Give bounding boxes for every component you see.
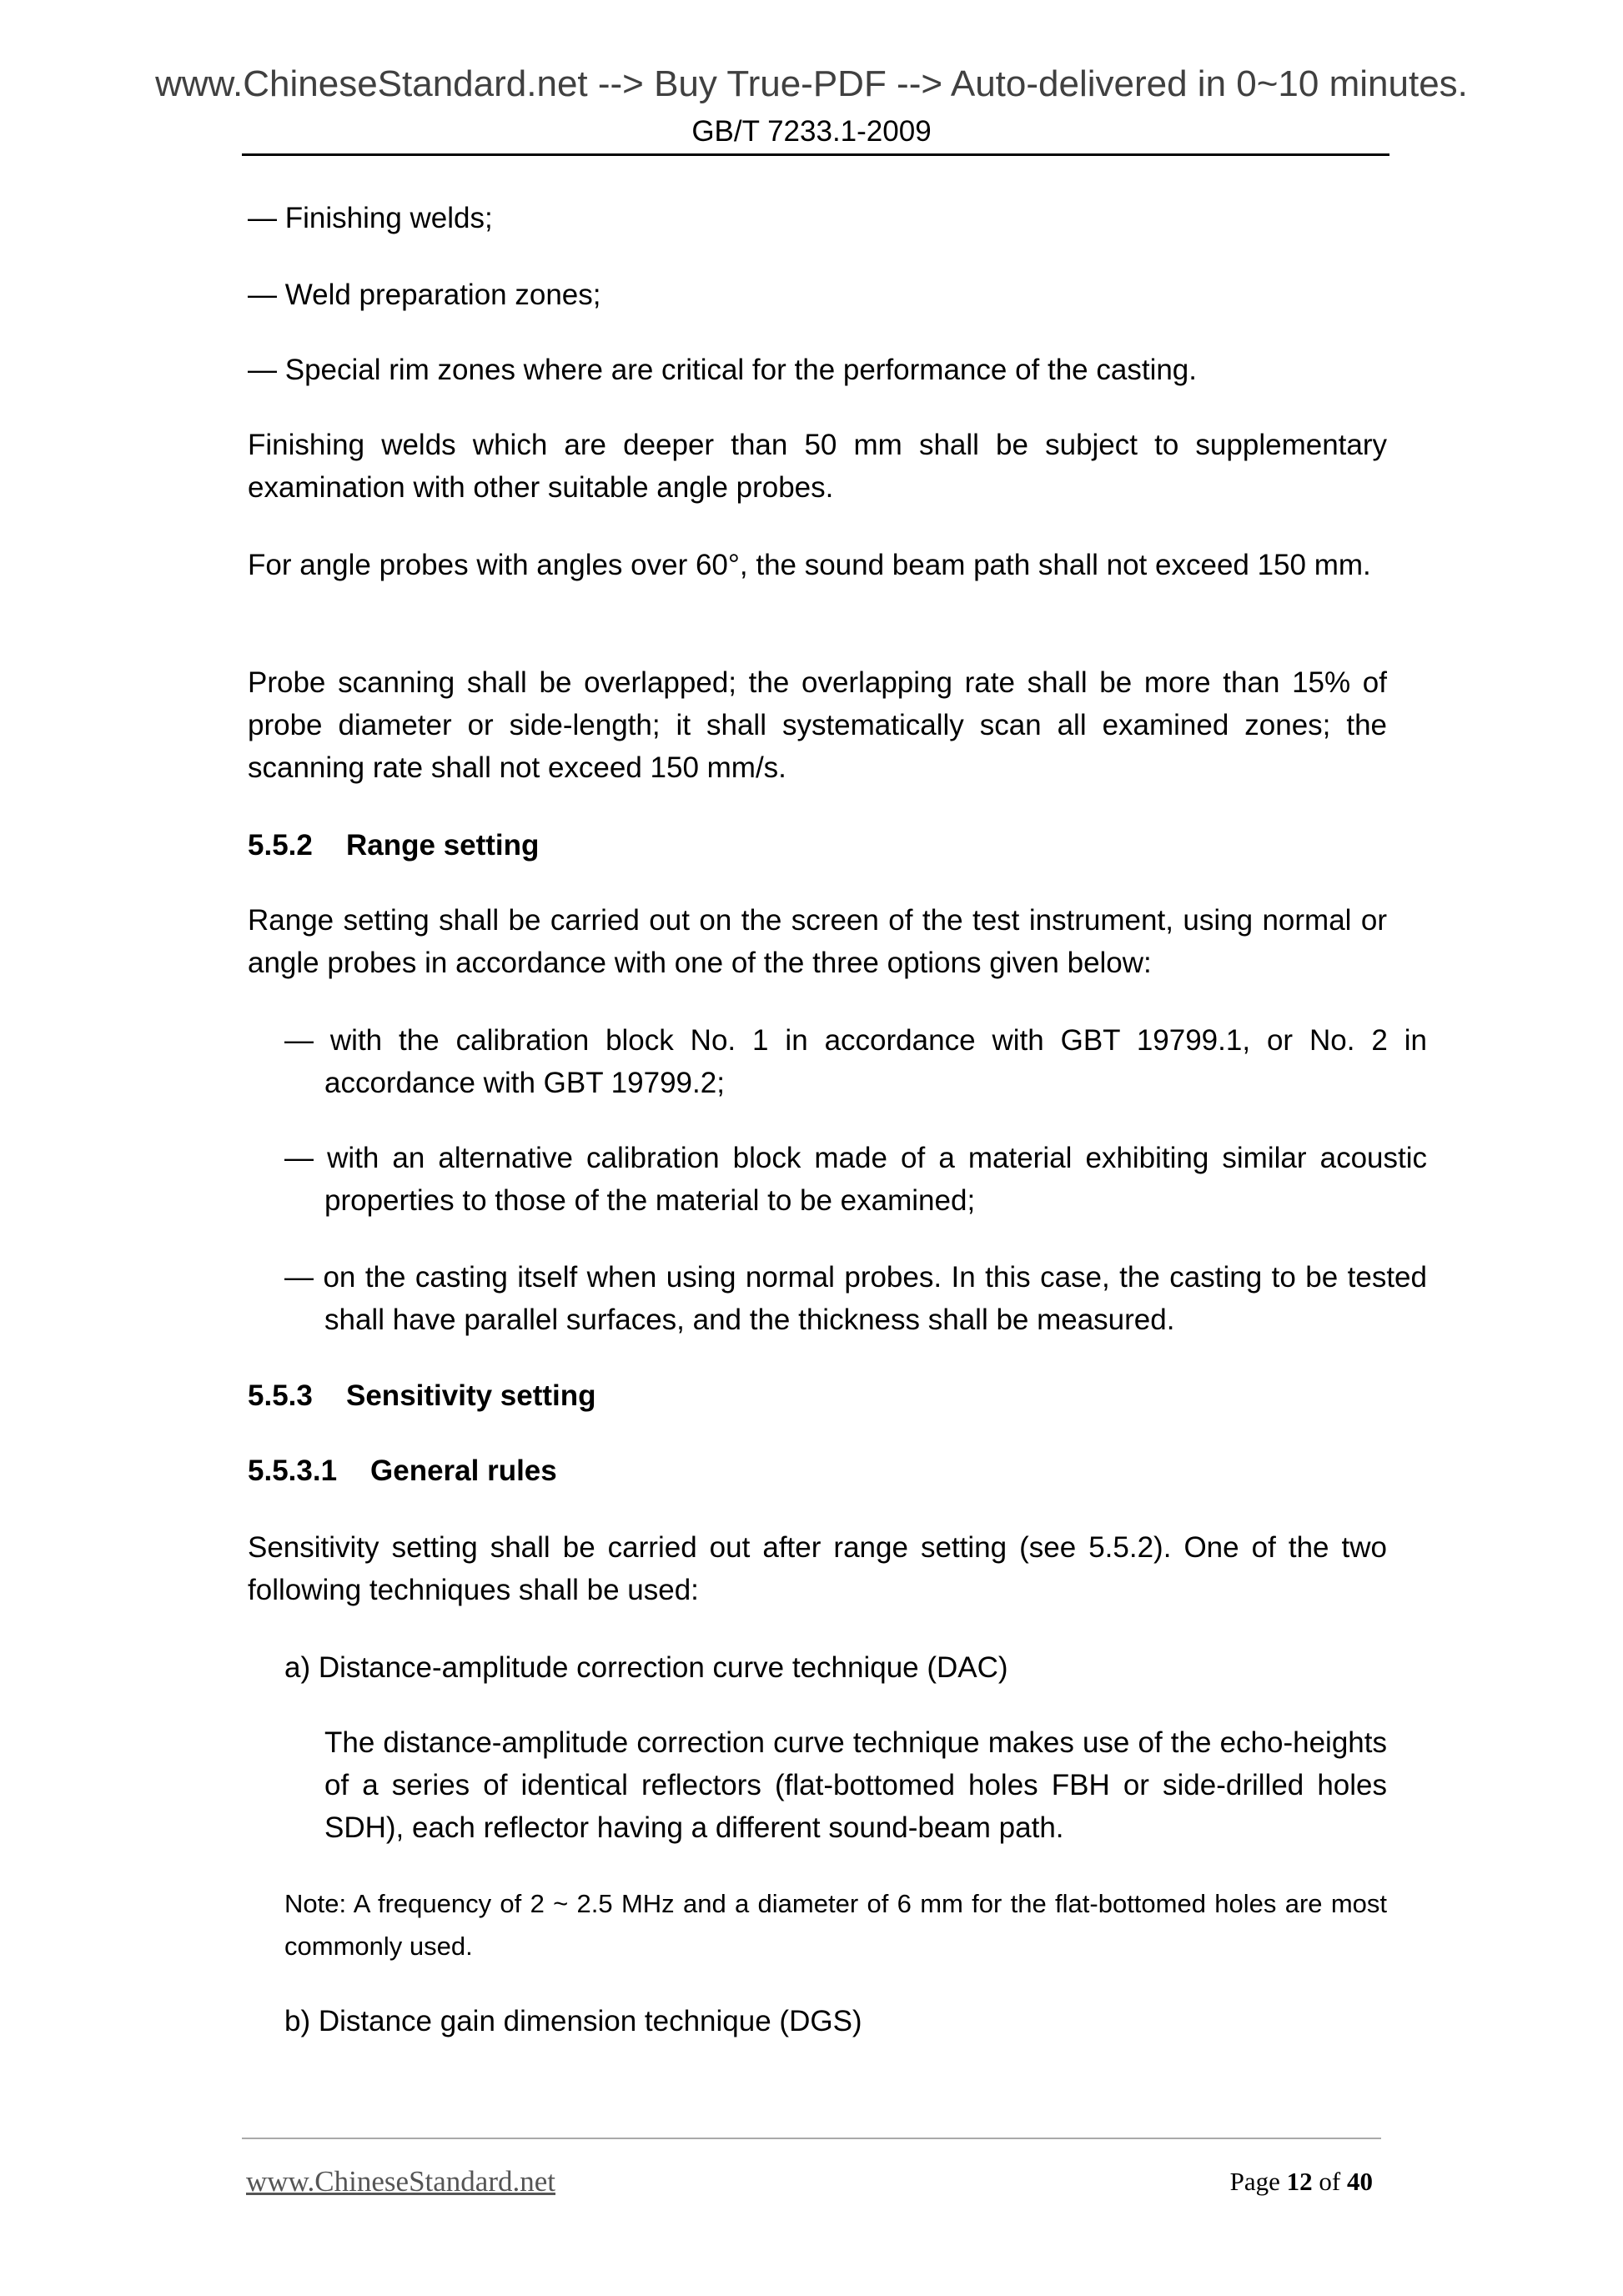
header-divider xyxy=(242,153,1389,156)
list-item-a: a) Distance-amplitude correction curve technique (DAC) xyxy=(284,1651,1008,1684)
list-item: — Finishing welds; xyxy=(248,202,493,234)
note: Note: A frequency of 2 ~ 2.5 MHz and a diameter of 6 mm for the flat-bottomed holes are most commonly used. xyxy=(284,1889,1387,1961)
section-number: 5.5.2 xyxy=(248,829,313,862)
list-item-b: b) Distance gain dimension technique (DGS) xyxy=(284,2005,862,2037)
page-label: Page xyxy=(1229,2167,1280,2196)
paragraph: Finishing welds which are deeper than 50 mm shall be subject to supplementary examination with other suitable angle probes. xyxy=(248,429,1387,504)
section-heading-5-5-3-1 xyxy=(248,1449,1387,1492)
list-item: — with the calibration block No. 1 in accordance with GBT 19799.1, or No. 2 in accordance with GBT 19799.2; xyxy=(284,1024,1427,1099)
list-item: — Weld preparation zones; xyxy=(248,279,601,311)
section-heading-5-5-2 xyxy=(248,824,1387,867)
site-banner: www.ChineseStandard.net --> Buy True-PDF --> Auto-delivered in 0~10 minutes. xyxy=(155,63,1468,104)
paragraph: For angle probes with angles over 60°, the sound beam path shall not exceed 150 mm. xyxy=(248,549,1371,581)
current-page: 12 xyxy=(1286,2167,1313,2196)
paragraph: Sensitivity setting shall be carried out after range setting (see 5.5.2). One of the two following techniques shall be used: xyxy=(248,1531,1387,1606)
section-title: Range setting xyxy=(346,829,540,862)
section-number: 5.5.3.1 xyxy=(248,1454,338,1487)
standard-number: GB/T 7233.1-2009 xyxy=(691,115,932,148)
list-item: — on the casting itself when using normal probes. In this case, the casting to be tested shall have parallel surfaces, and the thickness shall be measured. xyxy=(284,1261,1427,1336)
list-item: — with an alternative calibration block made of a material exhibiting similar acoustic properties to those of the material to be examined; xyxy=(284,1142,1427,1217)
page-number xyxy=(1230,2167,1373,2197)
footer-link[interactable]: www.ChineseStandard.net xyxy=(246,2165,555,2198)
section-heading-5-5-3 xyxy=(248,1374,1387,1417)
paragraph: The distance-amplitude correction curve technique makes use of the echo-heights of a series of identical reflectors (flat-bottomed holes FBH or side-drilled holes SDH), each reflector having a different sound-beam path. xyxy=(324,1726,1387,1844)
of-label: of xyxy=(1319,2167,1341,2196)
list-item: — Special rim zones where are critical for the performance of the casting. xyxy=(248,354,1197,386)
footer-divider xyxy=(242,2138,1381,2139)
section-title: General rules xyxy=(370,1454,557,1487)
total-pages: 40 xyxy=(1347,2167,1373,2196)
section-title: Sensitivity setting xyxy=(346,1379,596,1412)
section-number: 5.5.3 xyxy=(248,1379,313,1412)
paragraph: Range setting shall be carried out on the screen of the test instrument, using normal or angle probes in accordance with one of the three options given below: xyxy=(248,904,1387,979)
paragraph: Probe scanning shall be overlapped; the overlapping rate shall be more than 15% of probe diameter or side-length; it shall systematically scan all examined zones; the scanning rate shall not exceed 150 mm/s. xyxy=(248,666,1387,784)
